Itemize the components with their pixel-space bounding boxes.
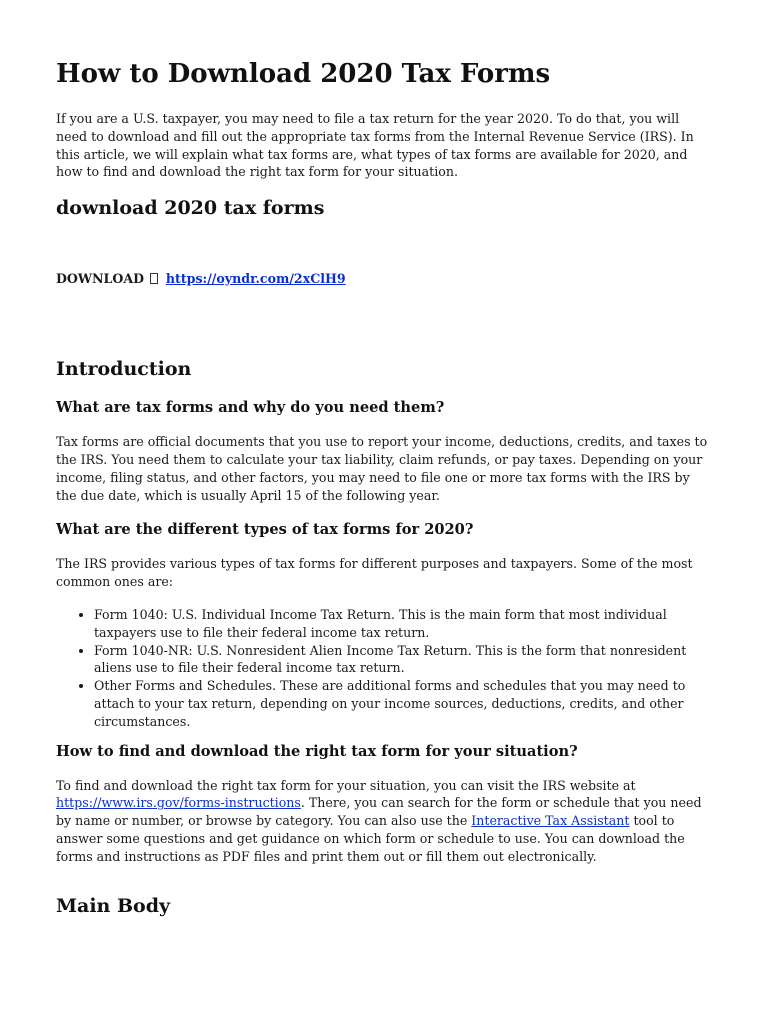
interactive-tax-assistant-link[interactable]: Interactive Tax Assistant: [471, 813, 630, 829]
q3-text-part-1: To find and download the right tax form for your situation, you can visit the IRS website at: [56, 777, 636, 793]
tax-forms-list: [56, 606, 714, 731]
q3-text-part-2: . There, you can search for the form or schedule that you need by name or number, or browse by category. You can also use the: [56, 795, 702, 829]
q3-text-part-3: tool to answer some questions and get guidance on which form or schedule to use. You can download the forms and instructions as PDF files and print them out or fill them out electronically.: [56, 813, 685, 864]
box-glyph-icon: [150, 273, 158, 284]
intro-paragraph: If you are a U.S. taxpayer, you may need to file a tax return for the year 2020. To do that, you will need to download and fill out the appropriate tax forms from the Internal Revenue Service (IRS). In this article, we will explain what tax forms are, what types of tax forms are available for 2020, and how to find and download the right tax form for your situation.: [56, 111, 694, 180]
download-link[interactable]: https://oyndr.com/2xClH9: [165, 271, 346, 287]
question-2-heading: What are the different types of tax forms for 2020?: [56, 521, 474, 539]
question-3-paragraph: [56, 777, 714, 866]
question-1-paragraph: Tax forms are official documents that you use to report your income, deductions, credits, and taxes to the IRS. You need them to calculate your tax liability, claim refunds, or pay taxes. Depending on your income, filing status, and other factors, you may need to file one or more tax forms with the IRS by the due date, which is usually April 15 of the following year.: [56, 434, 708, 503]
download-line: [56, 270, 714, 287]
list-item: • Other Forms and Schedules. These are additional forms and schedules that you may need to attach to your tax return, depending on your income sources, deductions, credits, and other circumstances.: [94, 677, 714, 730]
list-item: • Form 1040: U.S. Individual Income Tax Return. This is the main form that most individual taxpayers use to file their federal income tax return.: [94, 606, 714, 642]
introduction-heading: Introduction: [56, 358, 192, 381]
page-title: How to Download 2020 Tax Forms: [56, 59, 551, 89]
question-2-paragraph: The IRS provides various types of tax forms for different purposes and taxpayers. Some of the most common ones are:: [56, 556, 693, 590]
list-item: • Form 1040-NR: U.S. Nonresident Alien Income Tax Return. This is the form that nonresident aliens use to file their federal income tax return.: [94, 642, 714, 678]
question-1-heading: What are tax forms and why do you need them?: [56, 399, 445, 417]
question-3-heading: How to find and download the right tax form for your situation?: [56, 742, 578, 760]
download-label: DOWNLOAD: [56, 271, 145, 287]
download-subtitle: download 2020 tax forms: [56, 197, 325, 220]
irs-forms-link[interactable]: https://www.irs.gov/forms-instructions: [56, 795, 301, 811]
main-body-heading: Main Body: [56, 894, 171, 917]
